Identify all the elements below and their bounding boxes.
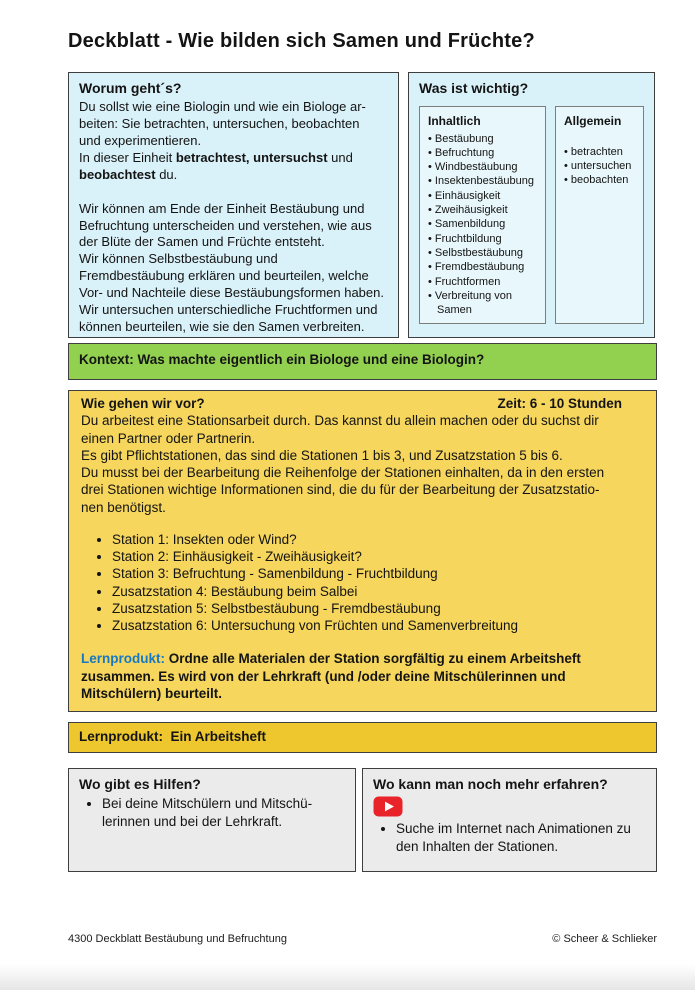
page-footer — [68, 933, 657, 945]
vorgehen-header — [81, 395, 644, 412]
lernprodukt-paragraph — [81, 650, 644, 702]
stationen-list — [81, 531, 644, 635]
inhaltlich-heading: Inhaltlich — [428, 114, 481, 128]
vorgehen-heading: Wie gehen wir vor? — [81, 396, 205, 411]
worum-paragraph-2 — [79, 150, 388, 184]
list-item: • Einhäusigkeit — [428, 189, 538, 203]
page-title: Deckblatt - Wie bilden sich Samen und Früchte? — [68, 30, 535, 52]
vorgehen-intro: Du arbeitest eine Stationsarbeit durch. Das kannst du allein machen oder du suchst dir einen Partner oder Partnerin. Es gibt Pflichtstationen, das sind die Stationen 1 bis 3, und Zusatzstation 5 bis 6. Du musst bei der Bearbeitung die Reihenfolge der Stationen einhalten, da in den ersten drei Stationen wichtige Informationen sind, die du für der Bearbeitung der Zusatzstatio- nen benötigst. — [81, 413, 605, 515]
list-item: • Station 3: Befruchtung - Samenbildung - Fruchtbildung — [112, 565, 644, 582]
was-ist-wichtig-box — [408, 72, 655, 338]
hilfen-list — [79, 795, 345, 830]
list-item: • Zusatzstation 6: Untersuchung von Früchten und Samenverbreitung — [112, 617, 644, 634]
list-item: • Samenbildung — [428, 217, 538, 231]
text-run-bold: beobachtest — [79, 166, 156, 182]
text-run-bold: betrachtest, untersuchst — [175, 149, 328, 165]
page-edge-shadow — [0, 964, 695, 990]
inhaltlich-box — [419, 106, 546, 324]
text-run: du. — [155, 166, 178, 182]
list-item: • Insektenbestäubung — [428, 174, 538, 188]
list-item: • Bestäubung — [428, 132, 538, 146]
youtube-icon — [373, 796, 646, 817]
kontext-bar: Kontext: Was machte eigentlich ein Biologe und eine Biologin? — [68, 343, 657, 380]
footer-copyright: © Scheer & Schlieker — [552, 933, 657, 945]
allgemein-list — [564, 145, 636, 188]
mehr-erfahren-box — [362, 768, 657, 872]
inhaltlich-list — [428, 132, 538, 318]
list-item: • Suche im Internet nach Animationen zu den Inhalten der Stationen. — [396, 820, 646, 855]
worum-paragraph-1: Du sollst wie eine Biologin und wie ein Biologe ar- beiten: Sie betrachten, untersuchen, beobachten und experimentieren. — [79, 99, 366, 148]
list-item: • Zusatzstation 4: Bestäubung beim Salbei — [112, 583, 644, 600]
wie-gehen-wir-vor-box — [68, 390, 657, 712]
allgemein-box — [555, 106, 644, 324]
wichtig-heading: Was ist wichtig? — [419, 80, 529, 96]
mehr-heading: Wo kann man noch mehr erfahren? — [373, 776, 608, 792]
list-item: • betrachten — [564, 145, 636, 159]
zeit-label: Zeit: 6 - 10 Stunden — [497, 396, 622, 411]
list-item: • Zweihäusigkeit — [428, 203, 538, 217]
list-item: • beobachten — [564, 173, 636, 187]
mehr-list — [373, 820, 646, 855]
list-item: • Selbstbestäubung — [428, 246, 538, 260]
text-run: und — [331, 149, 353, 165]
list-item: • Fremdbestäubung — [428, 260, 538, 274]
list-item: • Zusatzstation 5: Selbstbestäubung - Fremdbestäubung — [112, 600, 644, 617]
list-item: • untersuchen — [564, 159, 636, 173]
list-item: • Verbreitung von Samen — [428, 289, 538, 318]
list-item: • Station 2: Einhäusigkeit - Zweihäusigkeit? — [112, 548, 644, 565]
list-item: • Station 1: Insekten oder Wind? — [112, 531, 644, 548]
allgemein-heading: Allgemein — [563, 114, 622, 128]
list-item: • Fruchtbildung — [428, 232, 538, 246]
lernprodukt-label: Lernprodukt: — [81, 651, 165, 667]
text-run: In dieser Einheit — [79, 149, 176, 165]
list-item: • Befruchtung — [428, 146, 538, 160]
hilfen-box — [68, 768, 356, 872]
list-item: • Fruchtformen — [428, 275, 538, 289]
lernprodukt-bar: Lernprodukt: Ein Arbeitsheft — [68, 722, 657, 753]
footer-document-id: 4300 Deckblatt Bestäubung und Befruchtung — [68, 933, 287, 945]
list-item: • Bei deine Mitschülern und Mitschü- lerinnen und bei der Lehrkraft. — [102, 795, 345, 830]
worum-paragraph-3: Wir können am Ende der Einheit Bestäubung und Befruchtung unterscheiden und verstehen, wie aus der Blüte der Samen und Früchte entsteht. Wir können Selbstbestäubung und Fremdbestäubung erklären und beurteilen, welche Vor- und Nachteile diese Bestäubungsformen haben. Wir untersuchen unterschiedliche Fruchtformen und können beurteilen, wie sie den Samen verbreiten. — [79, 200, 384, 334]
worum-heading: Worum geht´s? — [79, 80, 182, 96]
worum-gehts-box — [68, 72, 399, 338]
hilfen-heading: Wo gibt es Hilfen? — [79, 776, 201, 792]
list-item: • Windbestäubung — [428, 160, 538, 174]
wichtig-columns — [419, 106, 644, 324]
lernprodukt-text: Ordne alle Materialen der Station sorgfältig zu einem Arbeitsheft zusammen. Es wird von der Lehrkraft (und /oder deine Mitschülerinnen und Mitschülern) beurteilt. — [81, 651, 581, 701]
